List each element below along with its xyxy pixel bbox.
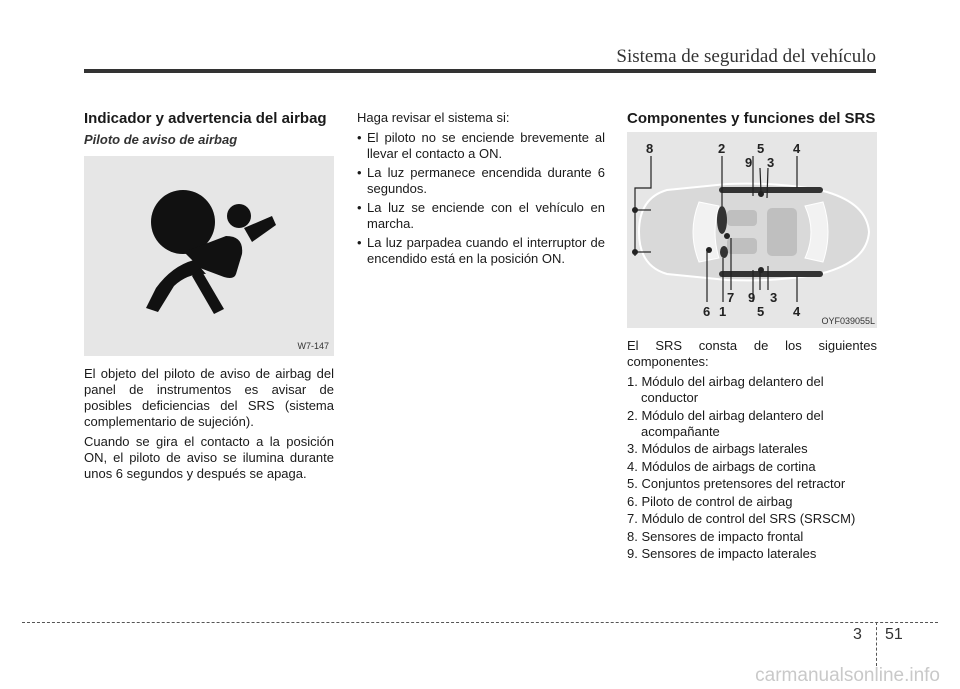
page-number: 51 <box>885 626 903 643</box>
callout-1: 1 <box>719 304 727 319</box>
page-header-title: Sistema de seguridad del vehículo <box>616 46 876 67</box>
callout-4: 4 <box>793 141 801 156</box>
list-item: • La luz permanece encendida durante 6 segundos. <box>357 165 605 197</box>
callout-5: 5 <box>757 141 765 156</box>
car-top-view-diagram <box>627 132 877 328</box>
section-heading-srs-components: Componentes y funciones del SRS <box>627 110 876 127</box>
components-intro: El SRS consta de los siguientes componentes: <box>627 338 877 369</box>
watermark: carmanualsonline.info <box>755 665 940 686</box>
callout-9-bottom: 9 <box>748 290 756 305</box>
list-item: 5. Conjuntos pretensores del retractor <box>627 476 846 491</box>
column-srs-components <box>627 110 877 564</box>
subheading-airbag-warning-light: Piloto de aviso de airbag <box>84 132 238 147</box>
footer-rule <box>22 622 938 623</box>
column-check-system <box>357 110 605 270</box>
page-number-divider <box>876 622 877 666</box>
list-item: • El piloto no se enciende brevemente al llevar el contacto a ON. <box>357 130 605 162</box>
paragraph-warning-behavior: Cuando se gira el contacto a la posición ON, el piloto de aviso se ilumina durante unos 6 segundos y después se apaga. <box>84 434 334 481</box>
image-code: W7-147 <box>297 341 329 351</box>
callout-8: 8 <box>646 141 654 156</box>
callout-7: 7 <box>727 290 735 305</box>
list-item: • La luz se enciende con el vehículo en marcha. <box>357 200 605 232</box>
list-item: • La luz parpadea cuando el interruptor de encendido está en la posición ON. <box>357 235 605 267</box>
column-airbag-indicator <box>84 110 334 486</box>
callout-4-bottom: 4 <box>793 304 801 319</box>
list-item: 7. Módulo de control del SRS (SRSCM) <box>627 511 856 526</box>
components-list <box>627 374 877 562</box>
callout-5-bottom: 5 <box>757 304 765 319</box>
list-item: 2. Módulo del airbag delantero del acompañante <box>627 407 824 439</box>
callout-3: 3 <box>767 155 775 170</box>
list-item: 6. Piloto de control de airbag <box>627 493 793 509</box>
callout-3-bottom: 3 <box>770 290 778 305</box>
list-item: 8. Sensores de impacto frontal <box>627 528 804 544</box>
check-intro: Haga revisar el sistema si: <box>357 110 510 125</box>
callout-9: 9 <box>745 155 753 170</box>
srs-car-diagram <box>627 132 877 328</box>
header-rule <box>84 69 876 73</box>
chapter-number: 3 <box>853 626 862 643</box>
airbag-warning-icon <box>84 156 334 356</box>
callout-2: 2 <box>718 141 726 156</box>
airbag-warning-illustration <box>84 156 334 356</box>
image-code: OYF039055L <box>821 316 875 326</box>
list-item: 3. Módulos de airbags laterales <box>627 441 808 456</box>
callout-6: 6 <box>703 304 711 319</box>
check-bullet-list <box>357 130 605 267</box>
list-item: 4. Módulos de airbags de cortina <box>627 458 816 474</box>
paragraph-warning-purpose: El objeto del piloto de aviso de airbag del panel de instrumentos es avisar de posibles deficiencias del SRS (sistema complementario de sujeción). <box>84 366 334 429</box>
section-heading-airbag-indicator: Indicador y advertencia del airbag <box>84 110 327 127</box>
list-item: 9. Sensores de impacto laterales <box>627 546 817 561</box>
list-item: 1. Módulo del airbag delantero del conductor <box>627 374 824 405</box>
